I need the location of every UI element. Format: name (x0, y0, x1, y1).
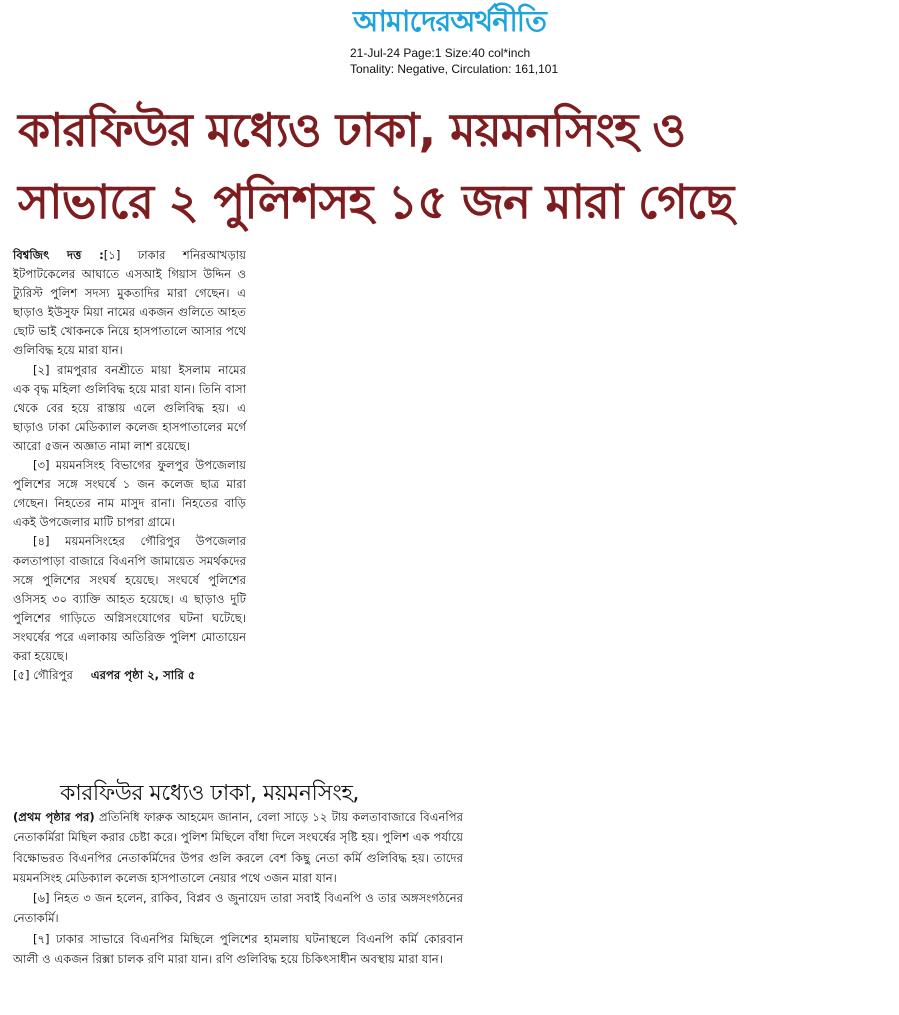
clipping-meta-tonality: Tonality: Negative, Circulation: 161,101 (350, 62, 559, 76)
continued-on-label: এরপর পৃষ্ঠা ২, সারি ৫ (90, 668, 196, 683)
paragraph-1-text: [১] ঢাকার শনিরআখড়ায় ইটপাটকেলের আঘাতে এসআই গিয়াস উদ্দিন ও ট্যুরিস্ট পুলিশ সদস্য মুকতাদির মারা গেছেন। এ ছাড়াও ইউসুফ মিয়া নামের একজন গুলিতে আহত ছোট ভাই খোকনকে নিয়ে হাসপাতালে আসার পথে গুলিবিদ্ধ হয়ে মারা যান। (13, 248, 246, 358)
article-paragraph-2: [২] রামপুরার বনশ্রীতে মায়া ইসলাম নামের এক বৃদ্ধ মহিলা গুলিবিদ্ধ হয়ে মারা যান। তিনি বাসা থেকে বের হয়ে রাস্তায় এলে গুলিবিদ্ধ হয়। এ ছাড়াও ঢাকা মেডিক্যাল কলেজ হাসপাতালের মর্গে আরো ৫জন অজ্ঞাত নামা লাশ রয়েছে। (13, 362, 246, 453)
headline-line-1: কারফিউর মধ্যেও ঢাকা, ময়মনসিংহ ও (18, 103, 686, 157)
newspaper-logo: আমাদেরঅর্থনীতি (353, 4, 546, 38)
article-paragraph-1 (13, 246, 246, 361)
continuation-paragraph-3: [৭] ঢাকার সাভারে বিএনপির মিছিলে পুলিশের হামলায় ঘটনাস্থলে বিএনপি কর্মি কোরবান আলী ও একজন রিক্সা চালক রণি মারা যান। রণি গুলিবিদ্ধ হয়ে চিকিৎসাধীন অবস্থায় মারা যান। (13, 931, 463, 967)
clipping-meta-date-page: 21-Jul-24 Page:1 Size:40 col*inch (350, 46, 531, 60)
article-column (13, 246, 246, 685)
byline: বিশ্বজিৎ দত্ত : (13, 248, 104, 262)
article-paragraph-4: [৪] ময়মনসিংহের গৌরিপুর উপজেলার কলতাপাড়া বাজারে বিএনপি জামায়েত সমর্থকদের সঙ্গে পুলিশের সংঘর্ষ হয়েছে। সংঘর্ষে পুলিশের ওসিসহ ৩০ ব্যাক্তি আহত হয়েছে। এ ছাড়াও দুটি পুলিশের গাড়িতে অগ্নিসংযোগের ঘটনা ঘটেছে। সংঘর্ষের পরে এলাকায় অতিরিক্ত পুলিশ মোতায়েন করা হয়েছে। (13, 534, 246, 663)
continued-from-tag: (প্রথম পৃষ্ঠার পর) (13, 810, 95, 824)
continuation-paragraph-1-text: প্রতিনিধি ফারুক আহমেদ জানান, বেলা সাড়ে ১২ টায় কলতাবাজারে বিএনপির নেতাকর্মিরা মিছিল করার চেষ্টা করে। পুলিশ মিছিলে বাঁধা দিলে সংঘর্ষের সৃষ্টি হয়। পুলিশ এক পর্যায়ে বিক্ষোভরত বিএনপির নেতাকর্মিদের উপর গুলি করলে বেশ কিছু নেতা কর্মি গুলিবিদ্ধ হয়। তাদের ময়মনসিংহ মেডিক্যাল কলেজ হাসপাতালে নেয়ার পথে ৩জন মারা যান। (13, 810, 463, 885)
continuation-paragraph-1 (13, 807, 463, 888)
continuation-body (13, 807, 463, 969)
continuation-title: কারফিউর মধ্যেও ঢাকা, ময়মনসিংহ, (60, 781, 359, 806)
masthead (0, 4, 899, 38)
continuation-paragraph-2: [৬] নিহত ৩ জন হলেন, রাকিব, বিপ্লব ও জুনায়েদ তারা সবাই বিএনপি ও তার অঙ্গসংগঠনের নেতাকর্মি। (13, 891, 463, 926)
article-jump-line (13, 666, 246, 685)
article-paragraph-3: [৩] ময়মনসিংহ বিভাগের ফুলপুর উপজেলায় পুলিশের সঙ্গে সংঘর্ষে ১ জন কলেজ ছাত্র মারা গেছেন। নিহতের নাম মাসুদ রানা। নিহতের বাড়ি একই উপজেলার মাটি চাপরা গ্রামে। (13, 458, 246, 530)
headline-line-2: সাভারে ২ পুলিশসহ ১৫ জন মারা গেছে (18, 175, 734, 230)
paragraph-5-start: [৫] গৌরিপুর (13, 668, 73, 683)
